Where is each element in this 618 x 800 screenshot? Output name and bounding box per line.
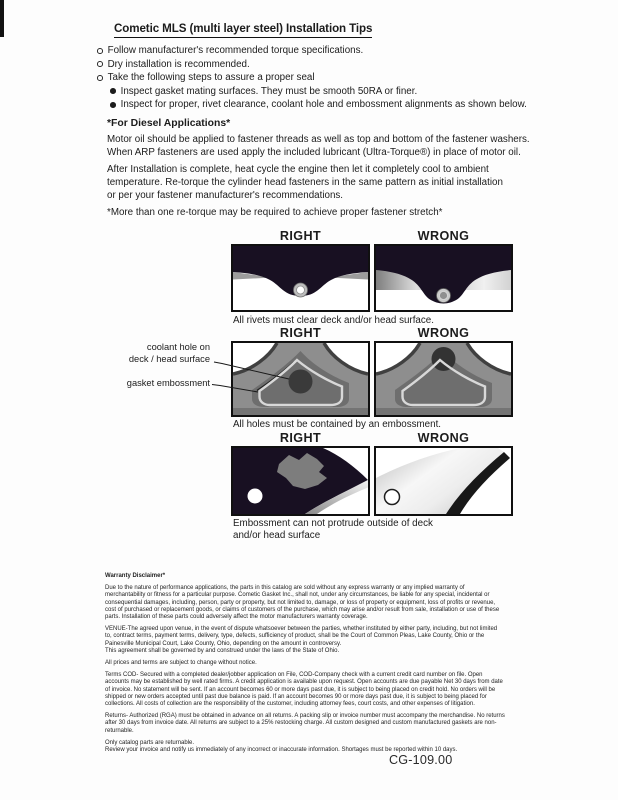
- right-label: RIGHT: [279, 229, 322, 243]
- diagram-rivet-wrong: [374, 244, 513, 312]
- list-item: [97, 44, 527, 58]
- scan-edge-mark: [0, 0, 4, 37]
- wrong-label: WRONG: [417, 229, 470, 243]
- legal-paragraph: All prices and terms are subject to change without notice.: [105, 660, 257, 667]
- rivet-wrong-illustration: [376, 246, 511, 310]
- diesel-paragraph-1: [107, 133, 530, 159]
- caption-line: and/or head surface: [233, 530, 321, 541]
- list-item-text: Inspect for proper, rivet clearance, coolant hole and embossment alignments as shown below.: [120, 99, 527, 110]
- diesel-section-heading: *For Diesel Applications*: [107, 118, 231, 129]
- rivet-caption: All rivets must clear deck and/or head surface.: [233, 315, 434, 326]
- text-line: When ARP fasteners are used apply the included lubricant (Ultra-Torque®) in place of motor oil.: [107, 147, 521, 158]
- text-line: After Installation is complete, heat cycle the engine then let it completely cool to ambient: [107, 164, 489, 175]
- text-line: temperature. Re-torque the cylinder head fasteners in the same pattern as initial installation: [107, 177, 503, 188]
- open-bullet-icon: [97, 61, 103, 67]
- deck-bottom-band: [376, 408, 511, 415]
- legal-paragraph: VENUE-The agreed upon venue, in the event of dispute whatsoever between the parties, whether instituted by either party, including, but not limited to, contract terms, payment terms, delivery, type, defects, sufficiency of product, shall be the Court of Common Pleas, Lake County, Ohio or the Painesville Municipal Court, Lake County, Ohio, depending on the amount in controversy.: [105, 626, 498, 647]
- diesel-paragraph-2: [107, 163, 503, 202]
- open-bullet-icon: [97, 75, 103, 81]
- rivet-center: [440, 292, 448, 300]
- coolant-hole-misaligned: [432, 347, 456, 371]
- diagram-embossment-right: [231, 341, 370, 417]
- open-bullet-icon: [97, 48, 103, 54]
- warranty-disclaimer-heading: Warranty Disclaimer*: [105, 573, 166, 579]
- diagram-protrude-wrong: [374, 446, 513, 516]
- protrude-caption: [233, 518, 433, 542]
- legal-paragraph: Due to the nature of performance applications, the parts in this catalog are sold without any express warranty or any implied warranty of merchantability or fitness for a particular purpose. Cometic Gasket Inc., shall not, under any circumstances, be liable for any special, incidental or consequential damages, including, person, party or property, but not limited to, damage, or loss of property or equipment, loss of profits or revenue, cost of purchased or replacement goods, or claims of customers of the purchase, which may arise and/or result from sale, installation or use of these parts. Installation of these parts could adversely affect the motor manufacturers warranty coverage.: [105, 585, 500, 621]
- list-item-text: Take the following steps to assure a proper seal: [107, 72, 315, 83]
- coolant-hole-label: [70, 342, 210, 365]
- sub-list-item: [110, 85, 527, 99]
- wrong-label: WRONG: [417, 326, 470, 340]
- diagram-rivet-right: [231, 244, 370, 312]
- rivet-right-illustration: [233, 246, 368, 310]
- bolt-hole: [385, 490, 400, 505]
- sub-list-item: [110, 98, 527, 112]
- wrong-label: WRONG: [417, 431, 470, 445]
- embossment-wrong-illustration: [376, 343, 511, 415]
- legal-paragraph: Terms COD- Secured with a completed dealer/jobber application on File, COD-Company check with a current credit card number on file. Open accounts may be established by well rated firms. A credit application is available upon request. Open accounts are due payable Net 30 days from date of invoice. No statement will be sent. If an account becomes 60 or more days past due, it is subject to being placed on credit hold. No orders will be shipped or new orders accepted until past due balance is paid. If an account becomes 90 or more days past due, it is subject to being placed for collections. All costs of collection are the responsibility of the customer, including attorney fees, court costs, and other expenses of litigation.: [105, 672, 503, 708]
- coolant-hole: [289, 370, 313, 394]
- right-label: RIGHT: [279, 431, 322, 445]
- legal-disclaimer-block: [105, 573, 505, 754]
- diagram-embossment-wrong: [374, 341, 513, 417]
- deck-bottom-band: [233, 408, 368, 415]
- retorque-note: *More than one re-torque may be required to achieve proper fastener stretch*: [107, 207, 443, 218]
- embossment-right-illustration: [233, 343, 368, 415]
- legal-paragraph: Review your invoice and notify us immediately of any incorrect or inaccurate information. Shortages must be reported within 10 days.: [105, 747, 458, 754]
- diagram-protrude-right: [231, 446, 370, 516]
- label-line: deck / head surface: [128, 353, 210, 364]
- bolt-hole: [248, 489, 263, 504]
- protrude-right-illustration: [233, 448, 368, 514]
- protrude-wrong-illustration: [376, 448, 511, 514]
- right-label: RIGHT: [279, 326, 322, 340]
- legal-paragraph: Returns- Authorized (RGA) must be obtained in advance on all returns. A packing slip or invoice number must accompany the merchandise. No returns after 30 days from invoice date. All returns are subject to a 25% restocking charge. All custom designed and custom manufactured gaskets are non-returnable.: [105, 713, 505, 734]
- list-item-text: Dry installation is recommended.: [107, 58, 250, 70]
- page-title: Cometic MLS (multi layer steel) Installation Tips: [114, 22, 372, 38]
- list-item-text: Follow manufacturer's recommended torque specifications.: [107, 45, 364, 56]
- gasket-embossment-label: gasket embossment: [126, 378, 210, 388]
- label-line: coolant hole on: [146, 342, 210, 352]
- installation-tips-list: [97, 44, 527, 112]
- caption-line: Embossment can not protrude outside of deck: [233, 518, 433, 529]
- text-line: Motor oil should be applied to fastener threads as well as top and bottom of the fastener washers.: [107, 134, 530, 145]
- document-code: CG-109.00: [389, 753, 453, 767]
- legal-paragraph: This agreement shall be governed by and construed under the laws of the State of Ohio.: [105, 647, 340, 654]
- list-item: [97, 58, 527, 72]
- text-line: or per your fastener manufacturer's recommendations.: [107, 190, 344, 201]
- rivet-center: [297, 286, 305, 294]
- filled-bullet-icon: [110, 102, 116, 108]
- legal-paragraph: Only catalog parts are returnable.: [105, 739, 195, 746]
- filled-bullet-icon: [110, 88, 116, 94]
- embossment-caption: All holes must be contained by an embossment.: [233, 419, 442, 430]
- list-item-text: Inspect gasket mating surfaces. They must be smooth 50RA or finer.: [120, 85, 418, 97]
- list-item: [97, 71, 527, 85]
